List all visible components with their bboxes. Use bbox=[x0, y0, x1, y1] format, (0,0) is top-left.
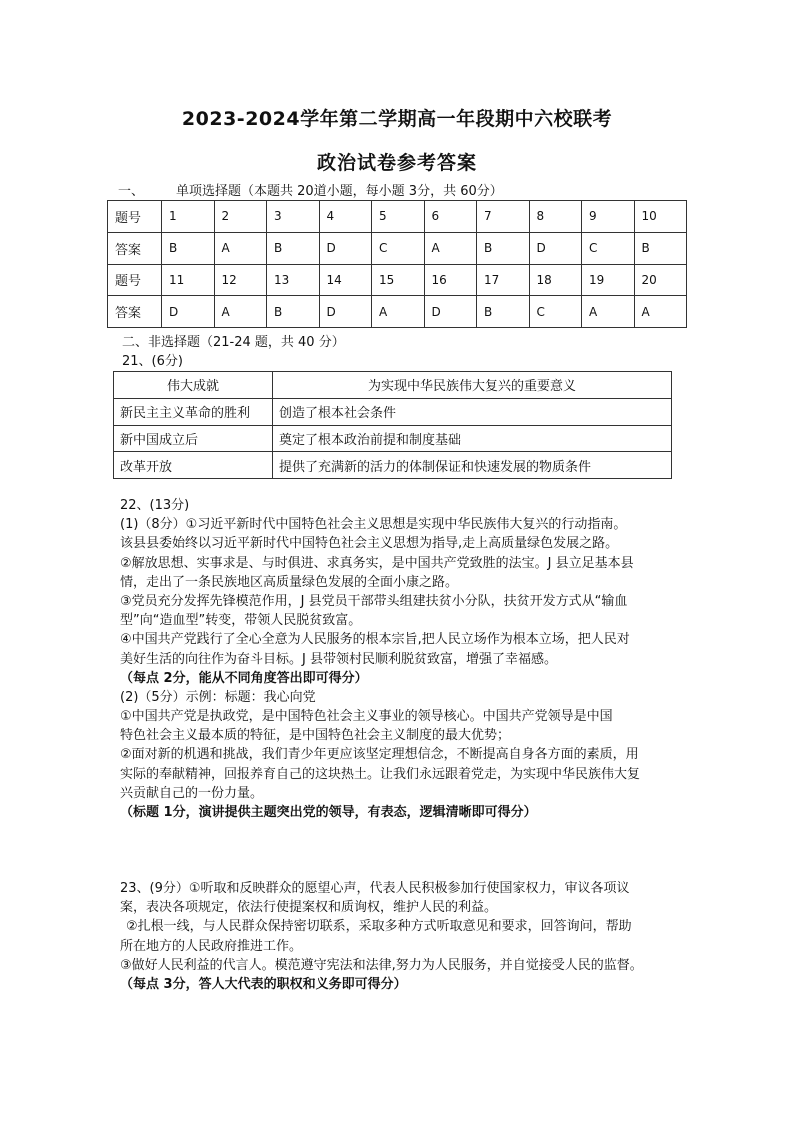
table-cell: 8 bbox=[529, 201, 582, 233]
table-cell: 答案 bbox=[108, 296, 162, 328]
table-row bbox=[114, 425, 672, 452]
text-line: (1)（8分）①习近平新时代中国特色社会主义思想是实现中华民族伟大复兴的行动指南。 bbox=[120, 517, 627, 533]
document-title: 2023-2024学年第二学期高一年段期中六校联考 bbox=[181, 108, 613, 130]
table-cell: D bbox=[529, 232, 582, 264]
multiple-choice-answer-table bbox=[107, 200, 687, 328]
table-cell: 10 bbox=[634, 201, 687, 233]
table-cell: A bbox=[214, 232, 267, 264]
table-cell: 5 bbox=[372, 201, 425, 233]
table-cell: 新中国成立后 bbox=[114, 425, 273, 452]
table-cell: B bbox=[477, 296, 530, 328]
table-cell: 1 bbox=[162, 201, 215, 233]
table-cell: D bbox=[424, 296, 477, 328]
text-line: ②扎根一线，与人民群众保持密切联系，采取多种方式听取意见和要求，回答询问，帮助 bbox=[126, 919, 632, 935]
table-cell: 15 bbox=[372, 264, 425, 296]
section2-heading: 二、非选择题（21-24 题，共 40 分） bbox=[122, 335, 345, 350]
table-cell: 6 bbox=[424, 201, 477, 233]
table-row bbox=[108, 264, 687, 296]
table-cell: 16 bbox=[424, 264, 477, 296]
text-line: ④中国共产党践行了全心全意为人民服务的根本宗旨,把人民立场作为根本立场，把人民对 bbox=[120, 632, 630, 648]
table-cell: 19 bbox=[582, 264, 635, 296]
table-cell: D bbox=[162, 296, 215, 328]
text-line: 情，走出了一条民族地区高质量绿色发展的全面小康之路。 bbox=[120, 574, 459, 590]
q21-achievements-table bbox=[113, 371, 672, 479]
table-row bbox=[108, 296, 687, 328]
table-cell: 2 bbox=[214, 201, 267, 233]
table-cell: 答案 bbox=[108, 232, 162, 264]
text-line: ②解放思想、实事求是、与时俱进、求真务实，是中国共产党致胜的法宝。J 县立足基本县 bbox=[120, 555, 634, 571]
table-cell: 20 bbox=[634, 264, 687, 296]
table-row bbox=[114, 452, 672, 479]
table-cell: 17 bbox=[477, 264, 530, 296]
table-cell: 创造了根本社会条件 bbox=[273, 398, 672, 425]
text-line: 特色社会主义最本质的特征，是中国特色社会主义制度的最大优势； bbox=[120, 728, 511, 744]
table-cell: 14 bbox=[319, 264, 372, 296]
table-header-cell: 为实现中华民族伟大复兴的重要意义 bbox=[273, 372, 672, 399]
text-line: 该县县委始终以习近平新时代中国特色社会主义思想为指导,走上高质量绿色发展之路。 bbox=[120, 536, 619, 552]
table-cell: 7 bbox=[477, 201, 530, 233]
scoring-note: （每点 3分，答人大代表的职权和义务即可得分） bbox=[120, 976, 407, 992]
table-cell: 9 bbox=[582, 201, 635, 233]
scoring-note: （每点 2分，能从不同角度答出即可得分） bbox=[120, 670, 368, 686]
text-line: ③做好人民利益的代言人。模范遵守宪法和法律,努力为人民服务，并自觉接受人民的监督。 bbox=[120, 957, 643, 973]
section1-heading bbox=[118, 180, 503, 199]
table-cell: D bbox=[319, 232, 372, 264]
q22-answer bbox=[120, 496, 680, 822]
text-line: ①中国共产党是执政党，是中国特色社会主义事业的领导核心。中国共产党领导是中国 bbox=[120, 709, 613, 725]
scoring-note: （标题 1分，演讲提供主题突出党的领导，有表态，逻辑清晰即可得分） bbox=[120, 805, 537, 820]
text-line: (2)（5分）示例：标题：我心向党 bbox=[120, 689, 316, 705]
text-line: ②面对新的机遇和挑战，我们青少年更应该坚定理想信念，不断提高自身各方面的素质，用 bbox=[120, 747, 639, 763]
table-cell: 奠定了根本政治前提和制度基础 bbox=[273, 425, 672, 452]
text-line: 型”向“造血型”转变，带领人民脱贫致富。 bbox=[120, 613, 362, 629]
text-line: 实际的奉献精神，回报养育自己的这块热土。让我们永远跟着党走，为实现中华民族伟大复 bbox=[120, 766, 641, 782]
q22-heading: 22、(13分) bbox=[120, 498, 190, 513]
table-cell: 新民主主义革命的胜利 bbox=[114, 398, 273, 425]
text-line: 美好生活的向往作为奋斗目标。J 县带领村民顺利脱贫致富，增强了幸福感。 bbox=[120, 651, 557, 667]
table-header-cell: 伟大成就 bbox=[114, 372, 273, 399]
table-cell: C bbox=[372, 232, 425, 264]
table-cell: 13 bbox=[267, 264, 320, 296]
table-cell: 18 bbox=[529, 264, 582, 296]
table-cell: B bbox=[267, 296, 320, 328]
table-cell: B bbox=[477, 232, 530, 264]
q21-heading: 21、(6分) bbox=[122, 354, 183, 369]
text-line: 案，表决各项规定，依法行使提案权和质询权，维护人民的利益。 bbox=[120, 900, 498, 916]
table-header-row bbox=[114, 372, 672, 399]
table-cell: 11 bbox=[162, 264, 215, 296]
table-row bbox=[108, 232, 687, 264]
text-line: ③党员充分发挥先锋模范作用，J 县党员干部带头组建扶贫小分队，扶贫开发方式从“输血 bbox=[120, 593, 628, 609]
table-cell: 题号 bbox=[108, 264, 162, 296]
q23-answer bbox=[120, 879, 680, 994]
table-cell: B bbox=[162, 232, 215, 264]
table-cell: A bbox=[634, 296, 687, 328]
table-cell: C bbox=[582, 232, 635, 264]
text-line: 兴贡献自己的一份力量。 bbox=[120, 785, 264, 801]
table-cell: A bbox=[582, 296, 635, 328]
table-cell: 题号 bbox=[108, 201, 162, 233]
table-cell: 3 bbox=[267, 201, 320, 233]
table-cell: 4 bbox=[319, 201, 372, 233]
table-cell: D bbox=[319, 296, 372, 328]
document-subtitle: 政治试卷参考答案 bbox=[316, 152, 477, 174]
table-cell: 12 bbox=[214, 264, 267, 296]
table-cell: 提供了充满新的活力的体制保证和快速发展的物质条件 bbox=[273, 452, 672, 479]
text-line: 所在地方的人民政府推进工作。 bbox=[120, 938, 303, 954]
table-cell: A bbox=[424, 232, 477, 264]
table-cell: C bbox=[529, 296, 582, 328]
section1-label: 单项选择题（本题共 20道小题，每小题 3分，共 60分） bbox=[176, 184, 503, 199]
text-line: 23、(9分）①听取和反映群众的愿望心声，代表人民积极参加行使国家权力，审议各项议 bbox=[120, 881, 630, 896]
table-cell: B bbox=[267, 232, 320, 264]
table-cell: A bbox=[372, 296, 425, 328]
table-cell: 改革开放 bbox=[114, 452, 273, 479]
table-row bbox=[108, 201, 687, 233]
table-row bbox=[114, 398, 672, 425]
table-cell: B bbox=[634, 232, 687, 264]
section1-number: 一、 bbox=[118, 184, 145, 199]
table-cell: A bbox=[214, 296, 267, 328]
